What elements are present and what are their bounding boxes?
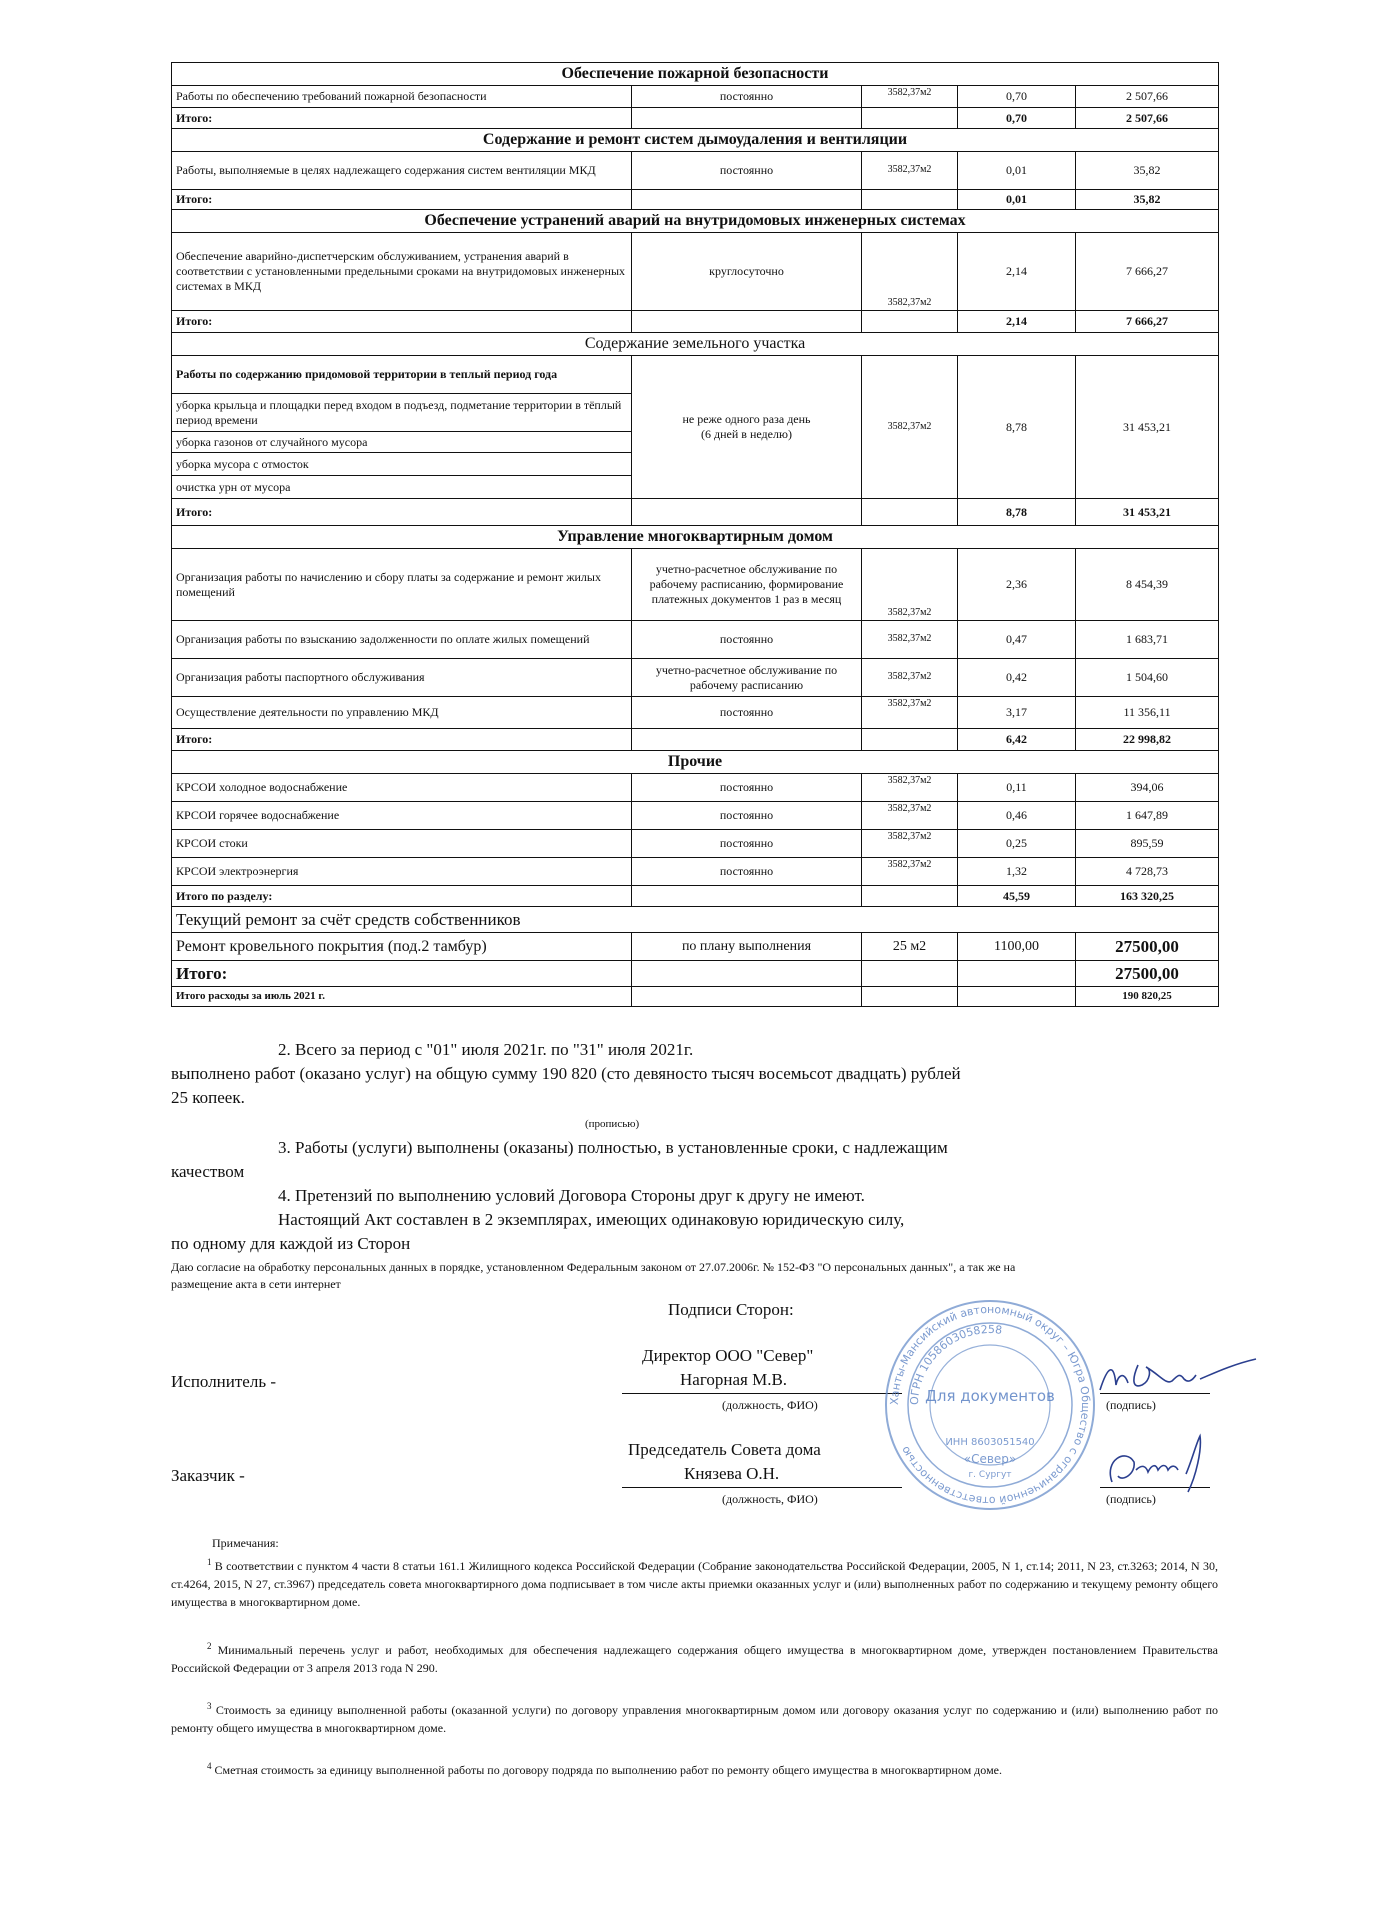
note-3 xyxy=(171,1700,1218,1737)
service-sum: 11 356,11 xyxy=(1076,697,1219,729)
service-rate: 1100,00 xyxy=(958,933,1076,961)
table-row xyxy=(172,356,1219,394)
notes-title: Примечания: xyxy=(212,1536,279,1550)
paragraph-5-line-2: по одному для каждой из Сторон xyxy=(171,1234,411,1253)
service-item: уборка мусора с отмосток xyxy=(172,453,632,476)
service-name: Ремонт кровельного покрытия (под.2 тамбур) xyxy=(172,933,632,961)
table-row xyxy=(172,802,1219,830)
service-period: постоянно xyxy=(632,152,862,190)
section-title-ventilation: Содержание и ремонт систем дымоудаления и вентиляции xyxy=(172,129,1219,152)
service-unit: 3582,37м2 xyxy=(862,152,958,190)
grand-total-sum: 190 820,25 xyxy=(1076,987,1219,1007)
total-sum: 2 507,66 xyxy=(1076,108,1219,129)
service-sum: 1 683,71 xyxy=(1076,621,1219,659)
total-row xyxy=(172,108,1219,129)
executor-name: Нагорная М.В. xyxy=(680,1370,788,1389)
service-period: постоянно xyxy=(632,858,862,886)
service-unit: 3582,37м2 xyxy=(862,233,958,311)
stamp-center-text: Для документов xyxy=(925,1387,1055,1405)
service-name: КРСОИ холодное водоснабжение xyxy=(172,774,632,802)
service-item: уборка крыльца и площадки перед входом в подъезд, подметание территории в тёплый период времени xyxy=(172,394,632,432)
service-name: КРСОИ горячее водоснабжение xyxy=(172,802,632,830)
stamp-ring-text: Ханты-Мансийский автономный округ – Югра Общество с ограниченной ответственностью xyxy=(887,1302,1093,1508)
section-title-fire: Обеспечение пожарной безопасности xyxy=(172,63,1219,86)
service-period: постоянно xyxy=(632,697,862,729)
customer-position: Председатель Совета дома xyxy=(628,1440,821,1459)
service-name: Осуществление деятельности по управлению МКД xyxy=(172,697,632,729)
service-name: Работы по обеспечению требований пожарной безопасности xyxy=(172,86,632,108)
table-row xyxy=(172,549,1219,621)
service-sum: 394,06 xyxy=(1076,774,1219,802)
customer-name: Князева О.Н. xyxy=(684,1464,780,1483)
service-rate: 3,17 xyxy=(958,697,1076,729)
service-subsection: Работы по содержанию придомовой территории в теплый период года xyxy=(172,356,632,394)
section-title-land: Содержание земельного участка xyxy=(172,333,1219,356)
total-sum: 163 320,25 xyxy=(1076,886,1219,907)
note-1-mark: 1 xyxy=(207,1557,212,1567)
section-title-emergency: Обеспечение устранений аварий на внутридомовых инженерных системах xyxy=(172,210,1219,233)
total-rate: 0,70 xyxy=(958,108,1076,129)
note-3-mark: 3 xyxy=(207,1701,212,1711)
service-name: КРСОИ стоки xyxy=(172,830,632,858)
executor-sign-caption: (подпись) xyxy=(1106,1398,1156,1412)
total-row xyxy=(172,961,1219,987)
propis-caption: (прописью) xyxy=(585,1118,640,1130)
company-stamp xyxy=(880,1295,1100,1515)
service-period: постоянно xyxy=(632,774,862,802)
total-label: Итого: xyxy=(172,190,632,210)
service-rate: 0,25 xyxy=(958,830,1076,858)
customer-sign-caption: (подпись) xyxy=(1106,1492,1156,1506)
paragraph-2-line-3: 25 копеек. xyxy=(171,1088,245,1107)
service-period: постоянно xyxy=(632,802,862,830)
service-unit: 3582,37м2 xyxy=(862,802,958,830)
executor-signature xyxy=(1080,1345,1260,1405)
note-1-text: В соответствии с пунктом 4 части 8 статьи 161.1 Жилищного кодекса Российской Федерации (Собрание законодательства Российской Федерации, 2005, N 1, ст.14; 2011, N 23, ст.3263; 2014, N 30, ст.4264, 2015, N 27, ст.3967) председатель совета многоквартирного дома подписывает в том числе акты приемки оказанных услуг и (или) выполненных работ по содержанию и текущему ремонту общего имущества в многоквартирном доме. xyxy=(171,1559,1219,1609)
service-rate: 0,70 xyxy=(958,86,1076,108)
service-rate: 1,32 xyxy=(958,858,1076,886)
service-name: Организация работы по взысканию задолженности по оплате жилых помещений xyxy=(172,621,632,659)
total-row xyxy=(172,499,1219,526)
total-label: Итого: xyxy=(172,961,632,987)
paragraph-4: 4. Претензий по выполнению условий Договора Стороны друг к другу не имеют. xyxy=(278,1186,865,1205)
service-rate: 0,46 xyxy=(958,802,1076,830)
table-row xyxy=(172,774,1219,802)
service-sum: 4 728,73 xyxy=(1076,858,1219,886)
stamp-inn: ИНН 8603051540 xyxy=(945,1437,1035,1448)
table-row xyxy=(172,621,1219,659)
total-rate: 6,42 xyxy=(958,729,1076,751)
total-label: Итого: xyxy=(172,499,632,526)
service-period: постоянно xyxy=(632,621,862,659)
table-row xyxy=(172,233,1219,311)
services-table xyxy=(171,62,1219,1007)
service-sum: 35,82 xyxy=(1076,152,1219,190)
service-sum: 7 666,27 xyxy=(1076,233,1219,311)
note-4 xyxy=(171,1760,1218,1779)
total-row xyxy=(172,729,1219,751)
service-period: постоянно xyxy=(632,86,862,108)
service-rate: 8,78 xyxy=(958,356,1076,499)
total-sum: 27500,00 xyxy=(1076,961,1219,987)
executor-position-caption: (должность, ФИО) xyxy=(722,1398,818,1412)
service-name: Организация работы паспортного обслуживания xyxy=(172,659,632,697)
service-rate: 2,36 xyxy=(958,549,1076,621)
customer-position-line xyxy=(622,1487,902,1488)
service-name: КРСОИ электроэнергия xyxy=(172,858,632,886)
service-sum: 1 504,60 xyxy=(1076,659,1219,697)
customer-signature xyxy=(1100,1430,1210,1500)
table-row xyxy=(172,858,1219,886)
total-label: Итого по разделу: xyxy=(172,886,632,907)
signatures-heading: Подписи Сторон: xyxy=(668,1300,794,1319)
stamp-ogrn: ОГРН 1058603058258 xyxy=(907,1322,1003,1406)
total-sum: 35,82 xyxy=(1076,190,1219,210)
service-rate: 2,14 xyxy=(958,233,1076,311)
paragraph-5-line-1: Настоящий Акт составлен в 2 экземплярах, имеющих одинаковую юридическую силу, xyxy=(278,1210,905,1229)
note-2-mark: 2 xyxy=(207,1641,212,1651)
total-sum: 31 453,21 xyxy=(1076,499,1219,526)
service-sum: 31 453,21 xyxy=(1076,356,1219,499)
table-row xyxy=(172,697,1219,729)
service-period: учетно-расчетное обслуживание по рабочему расписанию xyxy=(632,659,862,697)
service-sum: 895,59 xyxy=(1076,830,1219,858)
service-unit: 3582,37м2 xyxy=(862,86,958,108)
section-title-management: Управление многоквартирным домом xyxy=(172,526,1219,549)
paragraph-3-line-2: качеством xyxy=(171,1162,245,1181)
table-row xyxy=(172,659,1219,697)
total-rate: 45,59 xyxy=(958,886,1076,907)
grand-total-label: Итого расходы за июль 2021 г. xyxy=(172,987,632,1007)
total-rate: 8,78 xyxy=(958,499,1076,526)
service-sum: 27500,00 xyxy=(1076,933,1219,961)
note-3-text: Стоимость за единицу выполненной работы (оказанной услуги) по договору управления многоквартирным домом или договору оказания услуг по содержанию и (или) выполнению работ по ремонту общего имущества в многоквартирном доме. xyxy=(171,1703,1218,1735)
total-row xyxy=(172,886,1219,907)
consent-line-1: Даю согласие на обработку персональных данных в порядке, установленном Федеральным законом от 27.07.2006г. № 152-ФЗ "О персональных данных", а так же на xyxy=(171,1260,1016,1274)
section-title-other: Прочие xyxy=(172,751,1219,774)
note-2-text: Минимальный перечень услуг и работ, необходимых для обеспечения надлежащего содержания общего имущества в многоквартирном доме, утвержден постановлением Правительства Российской Федерации от 3 апреля 2013 года N 290. xyxy=(171,1643,1218,1675)
service-sum: 8 454,39 xyxy=(1076,549,1219,621)
executor-position: Директор ООО "Север" xyxy=(642,1346,814,1365)
service-rate: 0,01 xyxy=(958,152,1076,190)
service-period: постоянно xyxy=(632,830,862,858)
table-row xyxy=(172,86,1219,108)
table-row xyxy=(172,152,1219,190)
note-1 xyxy=(171,1556,1218,1611)
service-period-text: не реже одного раза день (6 дней в неделю) xyxy=(682,412,811,441)
table-row xyxy=(172,933,1219,961)
service-unit: 3582,37м2 xyxy=(862,621,958,659)
grand-total-row xyxy=(172,987,1219,1007)
service-sum: 1 647,89 xyxy=(1076,802,1219,830)
total-sum: 7 666,27 xyxy=(1076,311,1219,333)
stamp-company-name: «Север» xyxy=(963,1452,1017,1466)
service-name: Организация работы по начислению и сбору платы за содержание и ремонт жилых помещений xyxy=(172,549,632,621)
service-name: Работы, выполняемые в целях надлежащего содержания систем вентиляции МКД xyxy=(172,152,632,190)
table-row xyxy=(172,830,1219,858)
service-period: учетно-расчетное обслуживание по рабочему расписанию, формирование платежных документов 1 раз в месяц xyxy=(632,549,862,621)
executor-position-line xyxy=(622,1393,902,1394)
service-unit: 3582,37м2 xyxy=(862,659,958,697)
total-label: Итого: xyxy=(172,108,632,129)
consent-line-2: размещение акта в сети интернет xyxy=(171,1277,341,1291)
service-period: по плану выполнения xyxy=(632,933,862,961)
service-item: очистка урн от мусора xyxy=(172,476,632,499)
note-4-text: Сметная стоимость за единицу выполненной работы по договору подряда по выполнению работ по ремонту общего имущества в многоквартирном доме. xyxy=(214,1763,1002,1777)
service-unit: 3582,37м2 xyxy=(862,356,958,499)
service-period xyxy=(632,356,862,499)
service-unit: 3582,37м2 xyxy=(862,549,958,621)
service-period: круглосуточно xyxy=(632,233,862,311)
total-label: Итого: xyxy=(172,311,632,333)
total-row xyxy=(172,311,1219,333)
service-rate: 0,47 xyxy=(958,621,1076,659)
service-name: Обеспечение аварийно-диспетчерским обслуживанием, устранения аварий в соответствии с установленными предельными сроками на внутридомовых инженерных системах в МКД xyxy=(172,233,632,311)
total-label: Итого: xyxy=(172,729,632,751)
service-sum: 2 507,66 xyxy=(1076,86,1219,108)
customer-label: Заказчик - xyxy=(171,1466,245,1485)
service-unit: 25 м2 xyxy=(862,933,958,961)
service-unit: 3582,37м2 xyxy=(862,697,958,729)
paragraph-2-line-2: выполнено работ (оказано услуг) на общую сумму 190 820 (сто девяносто тысяч восемьсот двадцать) рублей xyxy=(171,1064,961,1083)
total-row xyxy=(172,190,1219,210)
paragraph-3-line-1: 3. Работы (услуги) выполнены (оказаны) полностью, в установленные сроки, с надлежащим xyxy=(278,1138,948,1157)
paragraph-2-line-1: 2. Всего за период с "01" июля 2021г. по "31" июля 2021г. xyxy=(278,1040,694,1059)
stamp-city: г. Сургут xyxy=(968,1470,1012,1480)
section-title-repair: Текущий ремонт за счёт средств собственников xyxy=(172,907,1219,933)
service-rate: 0,11 xyxy=(958,774,1076,802)
note-4-mark: 4 xyxy=(207,1761,212,1771)
service-unit: 3582,37м2 xyxy=(862,830,958,858)
total-rate: 2,14 xyxy=(958,311,1076,333)
executor-label: Исполнитель - xyxy=(171,1372,276,1391)
total-rate: 0,01 xyxy=(958,190,1076,210)
service-item: уборка газонов от случайного мусора xyxy=(172,432,632,453)
service-rate: 0,42 xyxy=(958,659,1076,697)
note-2 xyxy=(171,1640,1218,1677)
service-unit: 3582,37м2 xyxy=(862,858,958,886)
customer-position-caption: (должность, ФИО) xyxy=(722,1492,818,1506)
total-sum: 22 998,82 xyxy=(1076,729,1219,751)
service-unit: 3582,37м2 xyxy=(862,774,958,802)
